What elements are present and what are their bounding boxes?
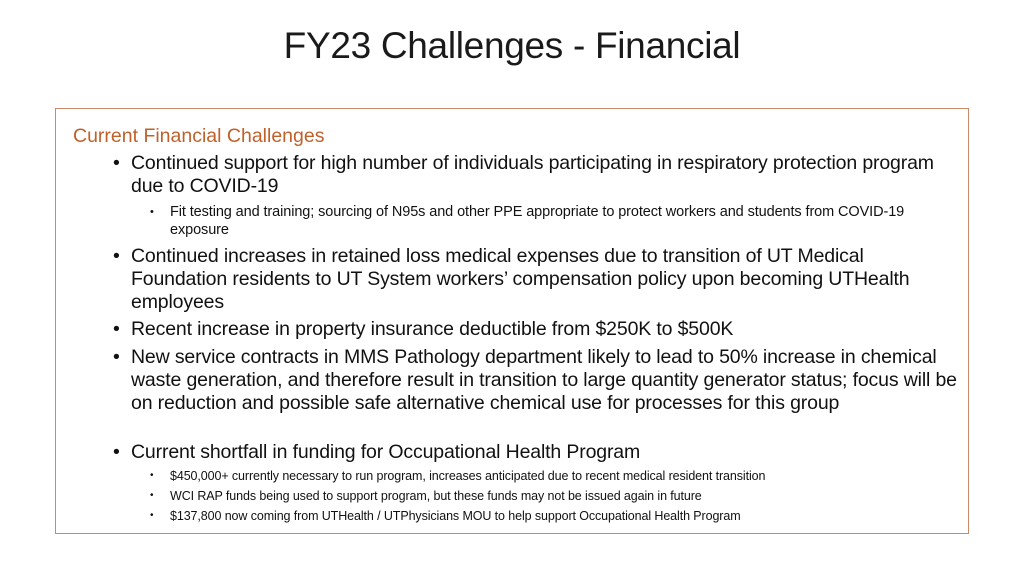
bullet-icon: • xyxy=(113,318,120,340)
bullet-icon: • xyxy=(113,346,120,368)
sub-list-item-text: Fit testing and training; sourcing of N95s and other PPE appropriate to protect workers and students from COVID-19 exposure xyxy=(170,204,905,238)
list-item-text: Continued increases in retained loss medical expenses due to transition of UT Medical Foundation residents to UT System workers’ compensation policy upon becoming UTHealth employees xyxy=(131,245,910,313)
sub-list-item xyxy=(150,508,960,524)
sub-list-item-text: $450,000+ currently necessary to run program, increases anticipated due to recent medical resident transition xyxy=(170,469,766,483)
list-item-text: Continued support for high number of individuals participating in respiratory protection program due to COVID-19 xyxy=(131,152,934,197)
list-item xyxy=(113,152,961,198)
sub-list-item xyxy=(150,468,960,484)
list-item-text: Current shortfall in funding for Occupational Health Program xyxy=(131,441,641,463)
bullet-icon: • xyxy=(150,510,154,521)
list-item xyxy=(113,346,961,415)
sub-list-item-text: WCI RAP funds being used to support program, but these funds may not be issued again in future xyxy=(170,489,702,503)
sub-list-item xyxy=(150,488,960,504)
slide-title: FY23 Challenges - Financial xyxy=(283,25,741,66)
list-item-text: New service contracts in MMS Pathology department likely to lead to 50% increase in chemical waste generation, and therefore result in transition to large quantity generator status; focus will be on reduction and possible safe alternative chemical use for processes for this group xyxy=(131,346,957,414)
list-item xyxy=(113,441,961,464)
bullet-icon: • xyxy=(113,441,120,463)
list-item-text: Recent increase in property insurance deductible from $250K to $500K xyxy=(131,318,734,340)
sub-list-item xyxy=(150,203,965,239)
list-item xyxy=(113,318,961,341)
section-heading: Current Financial Challenges xyxy=(73,125,325,147)
list-item xyxy=(113,245,961,314)
bullet-icon: • xyxy=(113,152,120,174)
bullet-icon: • xyxy=(150,206,154,218)
bullet-icon: • xyxy=(150,490,154,501)
bullet-icon: • xyxy=(113,245,120,267)
bullet-icon: • xyxy=(150,470,154,481)
sub-list-item-text: $137,800 now coming from UTHealth / UTPhysicians MOU to help support Occupational Health Program xyxy=(170,509,741,523)
